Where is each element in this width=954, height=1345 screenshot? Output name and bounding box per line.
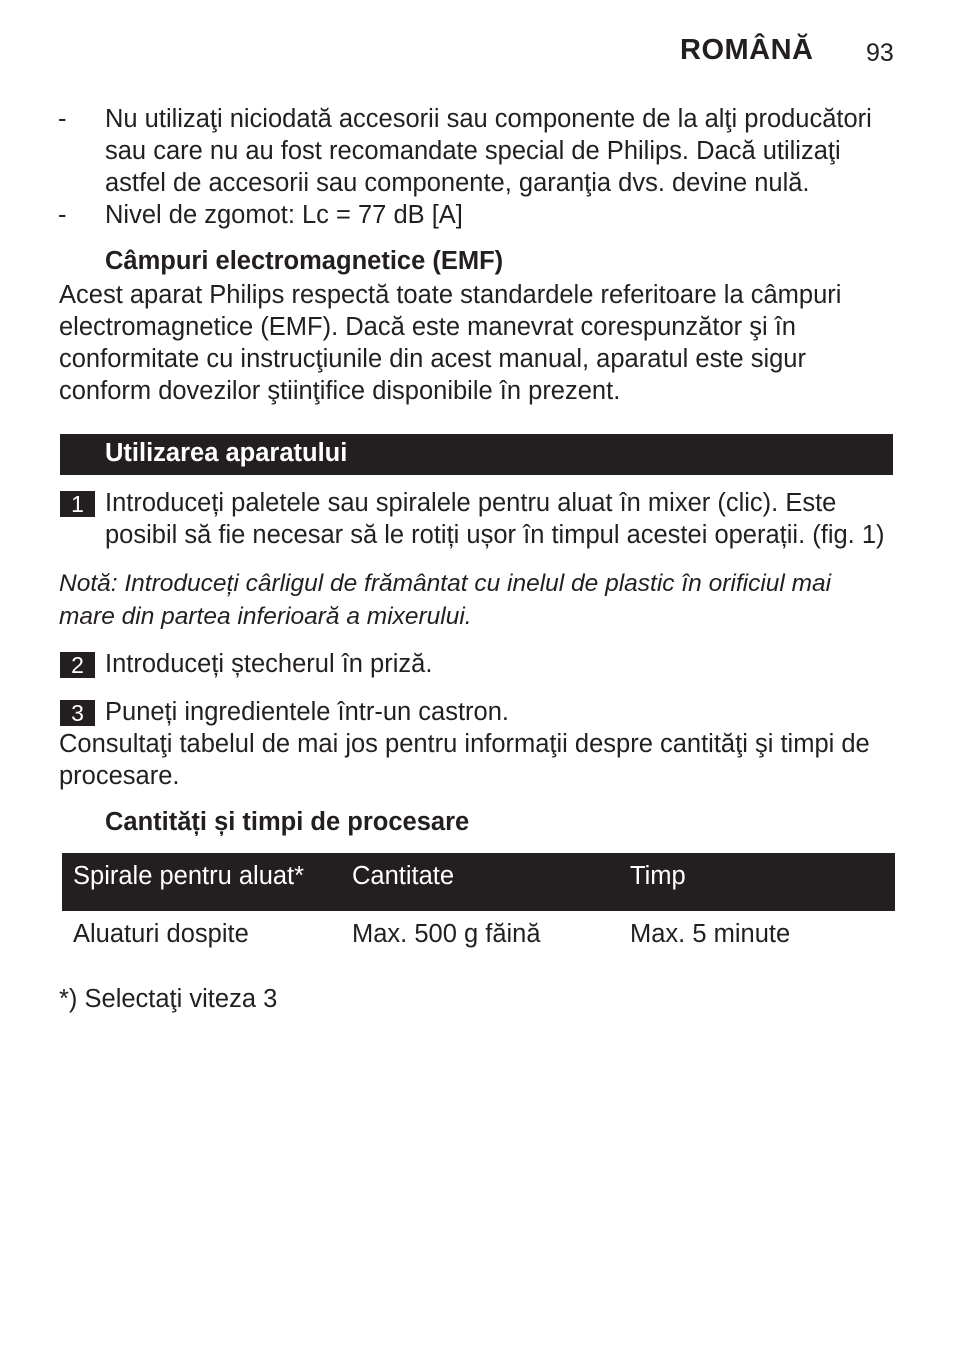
consult-paragraph: Consultaţi tabelul de mai jos pentru informaţii despre cantităţi şi timpi de procesare. (59, 730, 870, 790)
table-cell: Max. 5 minute (630, 920, 791, 948)
bullet-dash: - (58, 201, 67, 229)
table-header-cell: Spirale pentru aluat* (73, 862, 305, 890)
table-header-row (62, 853, 895, 911)
table-row (62, 911, 895, 971)
footnote: *) Selectaţi viteza 3 (59, 985, 278, 1013)
emf-paragraph: Acest aparat Philips respectă toate standardele referitoare la câmpuri electromagnetice (EMF). Dacă este manevrat corespunzător şi în conformitate cu instrucţiunile din acest manual, aparatul este sigur conform dovezilor ştiinţifice disponibile în prezent. (59, 281, 842, 405)
table-header-cell: Cantitate (352, 862, 455, 890)
step-number: 2 (60, 652, 95, 678)
step-text: Introduceți paletele sau spiralele pentru aluat în mixer (clic). Este posibil să fie necesar să le rotiți ușor în timpul acestei operații. (fig. 1) (105, 489, 885, 549)
quantities-table (62, 853, 895, 971)
note: Notă: Introduceți cârligul de frământat cu inelul de plastic în orificiul mai mare din partea inferioară a mixerului. (59, 570, 832, 630)
step-number: 1 (60, 491, 95, 517)
bullet-text: Nu utilizaţi niciodată accesorii sau componente de la alţi producători sau care nu au fost recomandate special de Philips. Dacă utilizaţi astfel de accesorii sau componente, garanţia dvs. devine nulă. (105, 105, 872, 197)
bullet-dash: - (58, 105, 67, 133)
step-text: Introduceți ștecherul în priză. (105, 650, 433, 678)
page-number: 93 (866, 39, 894, 67)
step-number: 3 (60, 700, 95, 726)
table-header-cell: Timp (630, 862, 686, 890)
emf-heading: Câmpuri electromagnetice (EMF) (105, 247, 504, 275)
table-cell: Aluaturi dospite (73, 920, 249, 948)
step-text: Puneți ingredientele într-un castron. (105, 698, 509, 726)
bullet-text: Nivel de zgomot: Lc = 77 dB [A] (105, 201, 463, 229)
section-bar (60, 434, 893, 475)
table-cell: Max. 500 g făină (352, 920, 541, 948)
section-title: Utilizarea aparatului (105, 439, 348, 467)
quantities-heading: Cantități și timpi de procesare (105, 808, 470, 836)
language-title: ROMÂNĂ (680, 34, 814, 66)
